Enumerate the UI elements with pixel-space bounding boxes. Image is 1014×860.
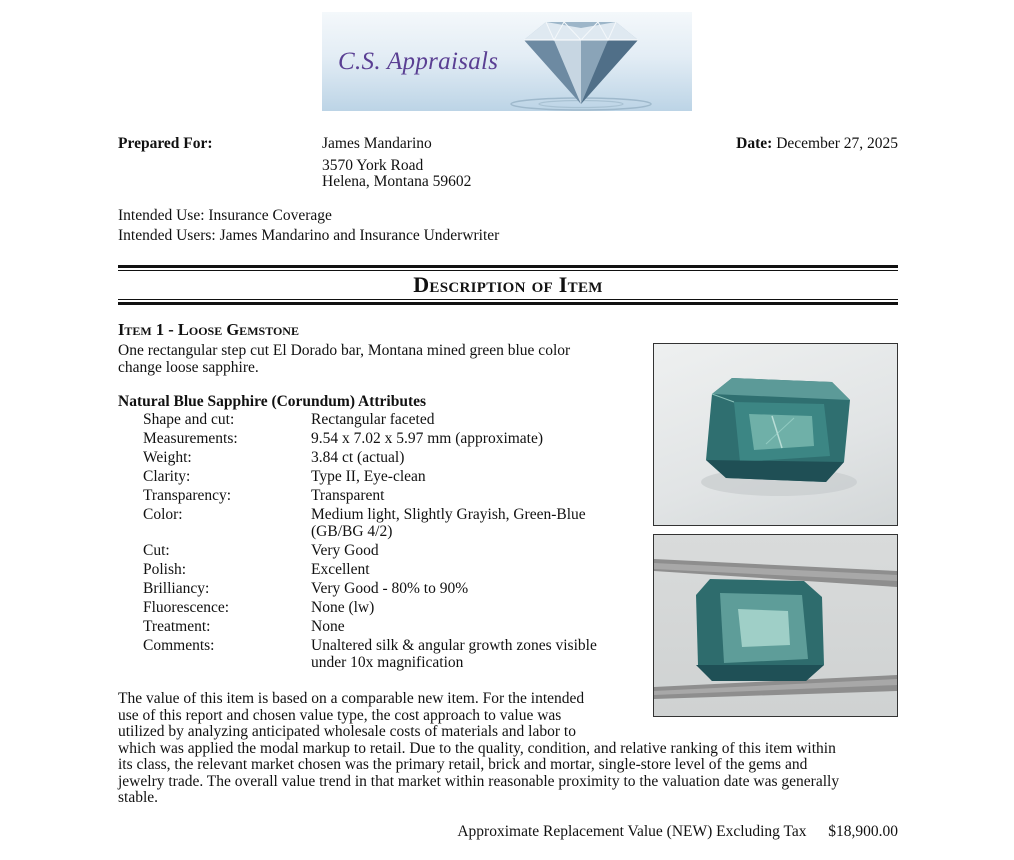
description-line: change loose sapphire.: [118, 358, 259, 376]
attribute-value: Rectangular faceted: [311, 411, 435, 428]
attribute-row: [143, 450, 631, 469]
report-date: [736, 135, 898, 153]
attribute-value: Type II, Eye-clean: [311, 468, 426, 485]
description-line: One rectangular step cut El Dorado bar, Montana mined green blue color: [118, 342, 571, 359]
sapphire-in-tweezers-image: [654, 535, 897, 716]
replacement-value-line: [118, 823, 898, 841]
section-rule-top: [118, 265, 898, 268]
address-line2: Helena, Montana 59602: [322, 173, 472, 190]
value-label: Approximate Replacement Value (NEW) Excluding Tax: [457, 823, 807, 840]
valuation-line: jewelry trade. The overall value trend in that market within reasonable proximity to the valuation date was generally: [118, 772, 840, 790]
valuation-line: use of this report and chosen value type, the cost approach to value was: [118, 706, 562, 724]
attributes-table: [143, 412, 631, 674]
attribute-label: Shape and cut:: [143, 411, 235, 428]
attribute-label: Weight:: [143, 449, 192, 466]
valuation-line: which was applied the modal markup to retail. Due to the quality, condition, and relative ranking of this item within: [118, 739, 836, 757]
attribute-value: Medium light, Slightly Grayish, Green-Blue (GB/BG 4/2): [311, 506, 586, 540]
attribute-row: [143, 488, 631, 507]
section-rule-bottom: [118, 302, 898, 305]
client-name: James Mandarino: [322, 135, 432, 152]
sapphire-image: [654, 344, 897, 525]
diamond-icon: [506, 12, 692, 111]
date-value: December 27, 2025: [776, 135, 898, 152]
valuation-line: utilized by analyzing anticipated wholesale costs of materials and labor to: [118, 723, 576, 740]
valuation-paragraph: [118, 691, 898, 807]
attribute-row: [143, 619, 631, 638]
attribute-value: 9.54 x 7.02 x 5.97 mm (approximate): [311, 430, 544, 447]
address-line1: 3570 York Road: [322, 157, 424, 174]
attribute-label: Transparency:: [143, 487, 232, 504]
valuation-line: The value of this item is based on a comparable new item. For the intended: [118, 690, 585, 707]
attribute-row: [143, 507, 631, 543]
attribute-row: [143, 469, 631, 488]
date-label: Date:: [736, 135, 773, 152]
attribute-label: Treatment:: [143, 618, 211, 635]
attribute-label: Measurements:: [143, 430, 238, 447]
attribute-value: 3.84 ct (actual): [311, 449, 405, 466]
attribute-label: Color:: [143, 506, 183, 523]
logo-text: C.S. Appraisals: [338, 48, 499, 75]
attribute-row: [143, 431, 631, 450]
item-description: [118, 343, 570, 376]
company-logo: [322, 12, 692, 111]
attribute-row: [143, 638, 631, 674]
valuation-line: stable.: [118, 789, 159, 806]
attribute-value: None (lw): [311, 599, 375, 616]
value-amount: $18,900.00: [828, 823, 898, 840]
prepared-for-label: Prepared For:: [118, 135, 213, 152]
gemstone-photo-bottom: [653, 534, 898, 717]
attribute-row: [143, 581, 631, 600]
attribute-label: Polish:: [143, 561, 187, 578]
attribute-row: [143, 543, 631, 562]
attribute-label: Brilliancy:: [143, 580, 210, 597]
attribute-label: Comments:: [143, 637, 215, 654]
gemstone-photo-top: [653, 343, 898, 526]
attribute-value: Excellent: [311, 561, 370, 578]
attribute-value: Transparent: [311, 487, 385, 504]
section-rule-bottom-thin: [118, 299, 898, 300]
intended-use: Intended Use: Insurance Coverage: [118, 207, 332, 224]
attribute-value: Very Good: [311, 542, 379, 559]
attribute-value: None: [311, 618, 345, 635]
attribute-row: [143, 412, 631, 431]
intended-users: Intended Users: James Mandarino and Insurance Underwriter: [118, 227, 500, 244]
attributes-heading: Natural Blue Sapphire (Corundum) Attributes: [118, 393, 427, 410]
attribute-value: Very Good - 80% to 90%: [311, 580, 469, 597]
section-title: Description of Item: [413, 272, 603, 297]
attribute-row: [143, 562, 631, 581]
attribute-value: Unaltered silk & angular growth zones visible under 10x magnification: [311, 637, 597, 671]
valuation-line: its class, the relevant market chosen was the primary retail, brick and mortar, single-store level of the gems and: [118, 756, 808, 773]
attribute-label: Clarity:: [143, 468, 191, 485]
attribute-row: [143, 600, 631, 619]
item-heading: Item 1 - Loose Gemstone: [118, 320, 299, 339]
attribute-label: Cut:: [143, 542, 170, 559]
section-rule-top-thin: [118, 270, 898, 271]
attribute-label: Fluorescence:: [143, 599, 230, 616]
